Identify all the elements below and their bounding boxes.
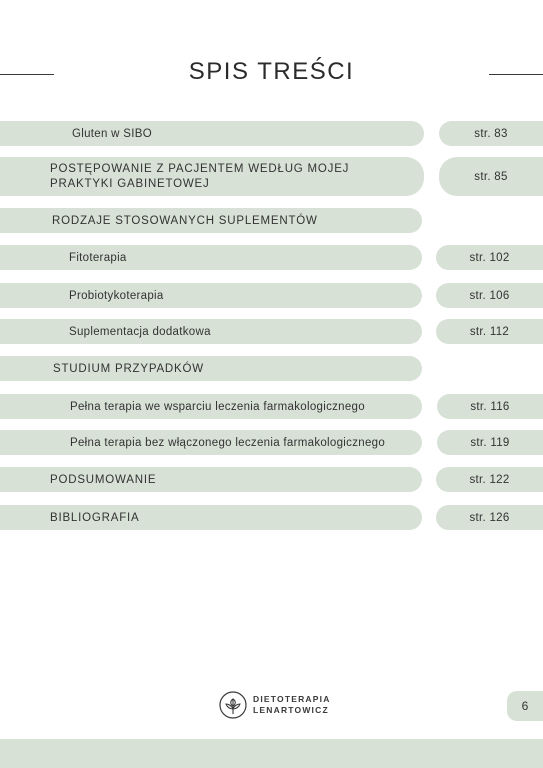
logo-line-2: LENARTOWICZ: [253, 705, 329, 715]
toc-page-ref[interactable]: str. 116: [437, 394, 543, 419]
leaf-logo-icon: [219, 690, 247, 720]
toc-entry-label: RODZAJE STOSOWANYCH SUPLEMENTÓW: [52, 214, 318, 227]
toc-page-ref[interactable]: str. 83: [439, 121, 543, 146]
toc-entry-probiotykoterapia[interactable]: [0, 283, 422, 308]
page-number: 6: [507, 691, 543, 721]
toc-page-ref[interactable]: str. 85: [439, 157, 543, 196]
toc-section-rodzaje-suplementow[interactable]: [0, 208, 422, 233]
toc-entry-suplementacja-dodatkowa[interactable]: [0, 319, 422, 344]
toc-entry-label: Gluten w SIBO: [72, 127, 152, 140]
toc-entry-label: Fitoterapia: [69, 251, 127, 264]
brand-logo: [219, 690, 331, 720]
footer-band: [0, 739, 543, 768]
toc-entry-label: Pełna terapia we wsparciu leczenia farmakologicznego: [70, 400, 365, 413]
logo-wordmark: [253, 694, 331, 715]
page-title: SPIS TREŚCI: [188, 58, 355, 85]
toc-entry-label: POSTĘPOWANIE Z PACJENTEM WEDŁUG MOJEJ PRAKTYKI GABINETOWEJ: [50, 163, 350, 190]
toc-entry-bibliografia[interactable]: [0, 505, 422, 530]
toc-entry-label: PODSUMOWANIE: [50, 473, 157, 486]
toc-entry-label: Probiotykoterapia: [69, 289, 164, 302]
toc-entry-gluten-w-sibo[interactable]: [0, 121, 424, 146]
toc-page-ref[interactable]: str. 112: [436, 319, 543, 344]
toc-entry-fitoterapia[interactable]: [0, 245, 422, 270]
toc-entry-label: STUDIUM PRZYPADKÓW: [53, 362, 204, 375]
logo-line-1: DIETOTERAPIA: [253, 694, 331, 705]
toc-page-ref[interactable]: str. 119: [437, 430, 543, 455]
toc-page-ref[interactable]: str. 102: [436, 245, 543, 270]
title-rule-right: [489, 74, 543, 75]
toc-entry-postepowanie[interactable]: [0, 157, 424, 196]
toc-entry-label: BIBLIOGRAFIA: [50, 511, 140, 524]
toc-entry-pelna-terapia-wsparcie[interactable]: [0, 394, 422, 419]
toc-entry-label: Suplementacja dodatkowa: [69, 325, 211, 338]
toc-page-ref[interactable]: str. 126: [436, 505, 543, 530]
toc-page-ref[interactable]: str. 122: [436, 467, 543, 492]
toc-entry-podsumowanie[interactable]: [0, 467, 422, 492]
toc-entry-pelna-terapia-bez[interactable]: [0, 430, 422, 455]
toc-section-studium-przypadkow[interactable]: [0, 356, 422, 381]
toc-page-ref[interactable]: str. 106: [436, 283, 543, 308]
toc-entry-label: Pełna terapia bez włączonego leczenia farmakologicznego: [70, 436, 386, 449]
